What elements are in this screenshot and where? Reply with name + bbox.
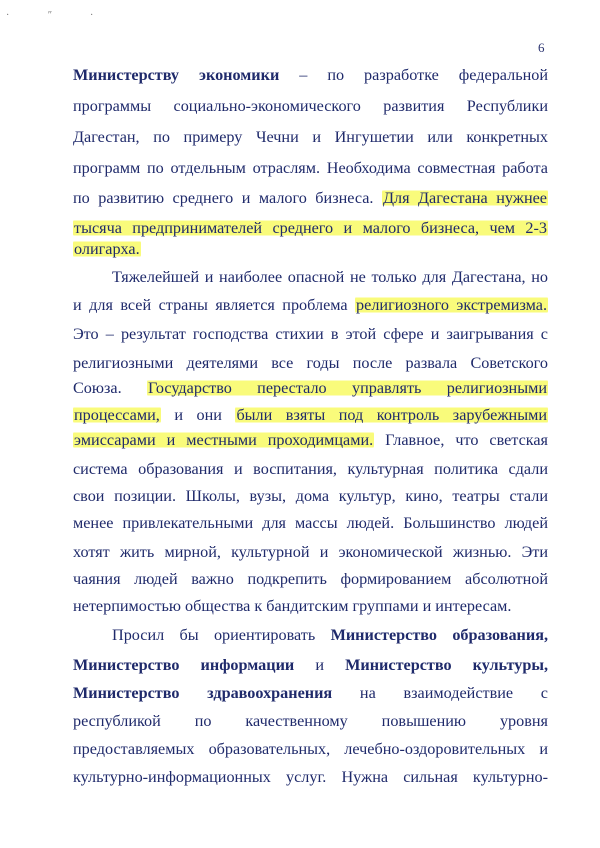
text-line: и для всей страны является проблема религиозного экстремизма.: [73, 296, 547, 314]
text-line: религиозными деятелями все годы после развала Советского: [73, 354, 548, 372]
highlight: были взяты под контроль зарубежными: [236, 406, 547, 424]
highlight: олигарха.: [74, 240, 140, 258]
highlight: процессами,: [74, 406, 160, 424]
text-line: система образования и воспитания, культурная политика сдали: [73, 460, 548, 478]
text-line: свои позиции. Школы, вузы, дома культур, кино, театры стали: [73, 487, 548, 505]
highlight: Государство перестало управлять религиозными: [147, 379, 547, 397]
text-line: программы социально-экономического развития Республики: [73, 97, 548, 115]
bold-ministry: Министерство здравоохранения: [73, 684, 333, 702]
highlight: религиозного экстремизма.: [356, 296, 547, 314]
text-line: [73, 236, 548, 262]
highlight: Для Дагестана нужнее: [382, 189, 547, 207]
text-line: по развитию среднего и малого бизнеса. Для Дагестана нужнее: [73, 189, 547, 207]
text-line: Министерству экономики – по разработке федеральной: [73, 66, 548, 84]
text-line: Дагестан, по примеру Чечни и Ингушетии или конкретных: [73, 128, 548, 146]
text-line: предоставляемых образовательных, лечебно-оздоровительных и: [73, 740, 548, 758]
bold-ministry: Министерство образования,: [330, 626, 549, 644]
scan-specks: · ʺ ·: [6, 10, 112, 21]
highlight: эмиссарами и местными проходимцами.: [74, 431, 374, 449]
bold-ministry: Министерство информации: [73, 656, 295, 674]
text-line: хотят жить мирной, культурной и экономической жизнью. Эти: [73, 543, 548, 561]
highlight: тысяча предпринимателей среднего и малого бизнеса, чем 2-3: [74, 219, 547, 237]
text-line: программ по отдельным отраслям. Необходима совместная работа: [73, 159, 548, 177]
text-line: Тяжелейшей и наиболее опасной не только для Дагестана, но: [112, 268, 548, 286]
page-number: 6: [538, 40, 545, 55]
text-line: Союза. Государство перестало управлять религиозными: [73, 379, 547, 397]
bold-ministry: Министерство культуры,: [345, 656, 549, 674]
text-line: нетерпимостью общества к бандитским группами и интересам.: [73, 597, 512, 615]
text-line: процессами, и они были взяты под контроль зарубежными: [74, 406, 547, 424]
text-line: культурно-информационных услуг. Нужна сильная культурно-: [73, 768, 548, 786]
text-line: чаяния людей важно подкрепить формированием абсолютной: [73, 570, 548, 588]
text-line: Министерство информации и Министерство культуры,: [73, 656, 549, 674]
text-line: менее привлекательными для массы людей. Большинство людей: [73, 514, 548, 532]
text-line: Министерство здравоохранения на взаимодействие с: [73, 684, 548, 702]
text-line: эмиссарами и местными проходимцами. Главное, что светская: [74, 431, 549, 449]
text-line: Просил бы ориентировать Министерство образования,: [112, 626, 549, 644]
text-line: Это – результат господства стихии в этой сфере и заигрывания с: [73, 325, 548, 343]
bold-ministry: Министерству экономики: [73, 66, 280, 84]
text-line: республикой по качественному повышению уровня: [73, 712, 548, 730]
